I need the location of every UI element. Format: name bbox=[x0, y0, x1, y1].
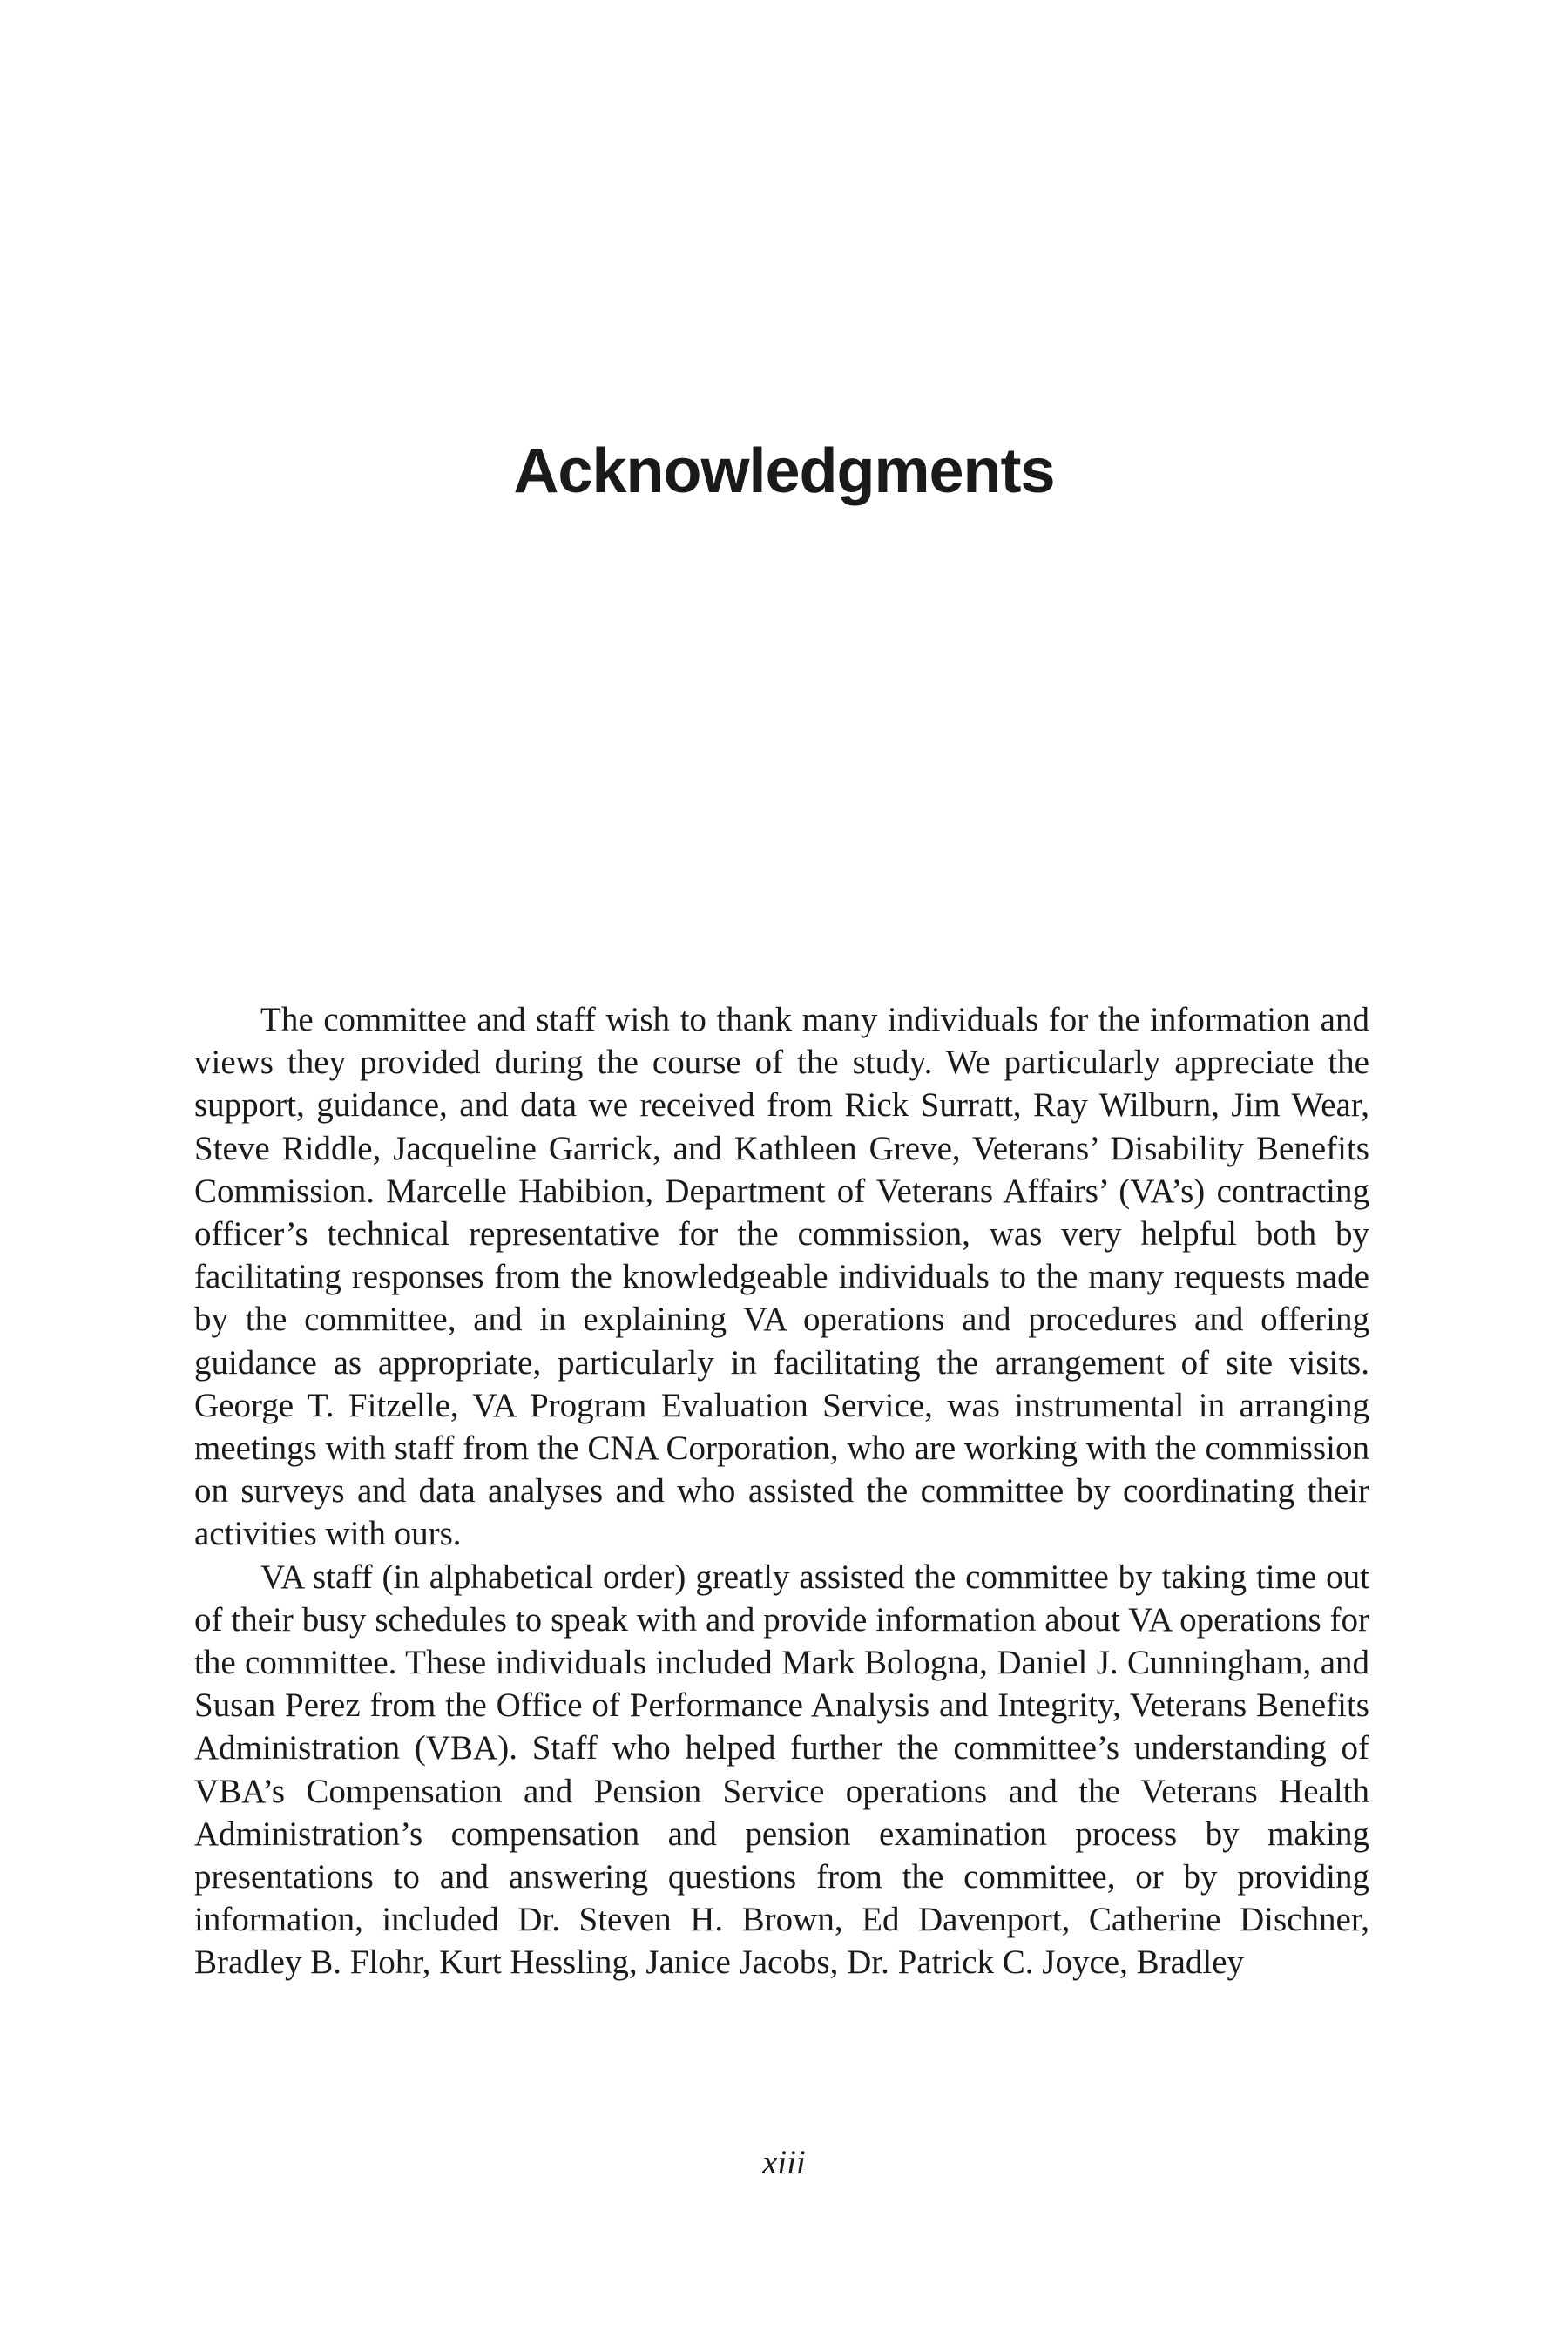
page-title: Acknowledgments bbox=[513, 436, 1055, 506]
page-number: xiii bbox=[762, 2144, 806, 2181]
paragraph-2: VA staff (in alphabetical order) greatly assisted the committee by taking time out of their busy schedules to speak with and provide information about VA operations for the committee. These individuals included Mark Bologna, Daniel J. Cunningham, and Susan Perez from the Office of Performance Analysis and Integrity, Veterans Benefits Administration (VBA). Staff who helped further the committee’s understanding of VBA’s Compensation and Pension Service operations and the Veterans Health Administration’s compensation and pension examination process by making presentations to and answering questions from the committee, or by providing information, included Dr. Steven H. Brown, Ed Davenport, Catherine Dischner, Bradley B. Flohr, Kurt Hessling, Janice Jacobs, Dr. Patrick C. Joyce, Bradley bbox=[194, 1558, 1369, 1982]
paragraph-1: The committee and staff wish to thank many individuals for the information and views they provided during the course of the study. We particularly appreciate the support, guidance, and data we received from Rick Surratt, Ray Wilburn, Jim Wear, Steve Riddle, Jacqueline Garrick, and Kathleen Greve, Veterans’ Disability Benefits Commission. Marcelle Habibion, Department of Veterans Affairs’ (VA’s) contracting officer’s technical representative for the commission, was very helpful both by facilitating responses from the knowledgeable individuals to the many requests made by the committee, and in explaining VA operations and procedures and offering guidance as appropriate, particularly in facilitating the arrangement of site visits. George T. Fitzelle, VA Program Evaluation Service, was instrumental in arranging meetings with staff from the CNA Corporation, who are working with the commission on surveys and data analyses and who assisted the committee by coordinating their activities with ours. bbox=[194, 1001, 1369, 1553]
body-text bbox=[194, 998, 1369, 1984]
